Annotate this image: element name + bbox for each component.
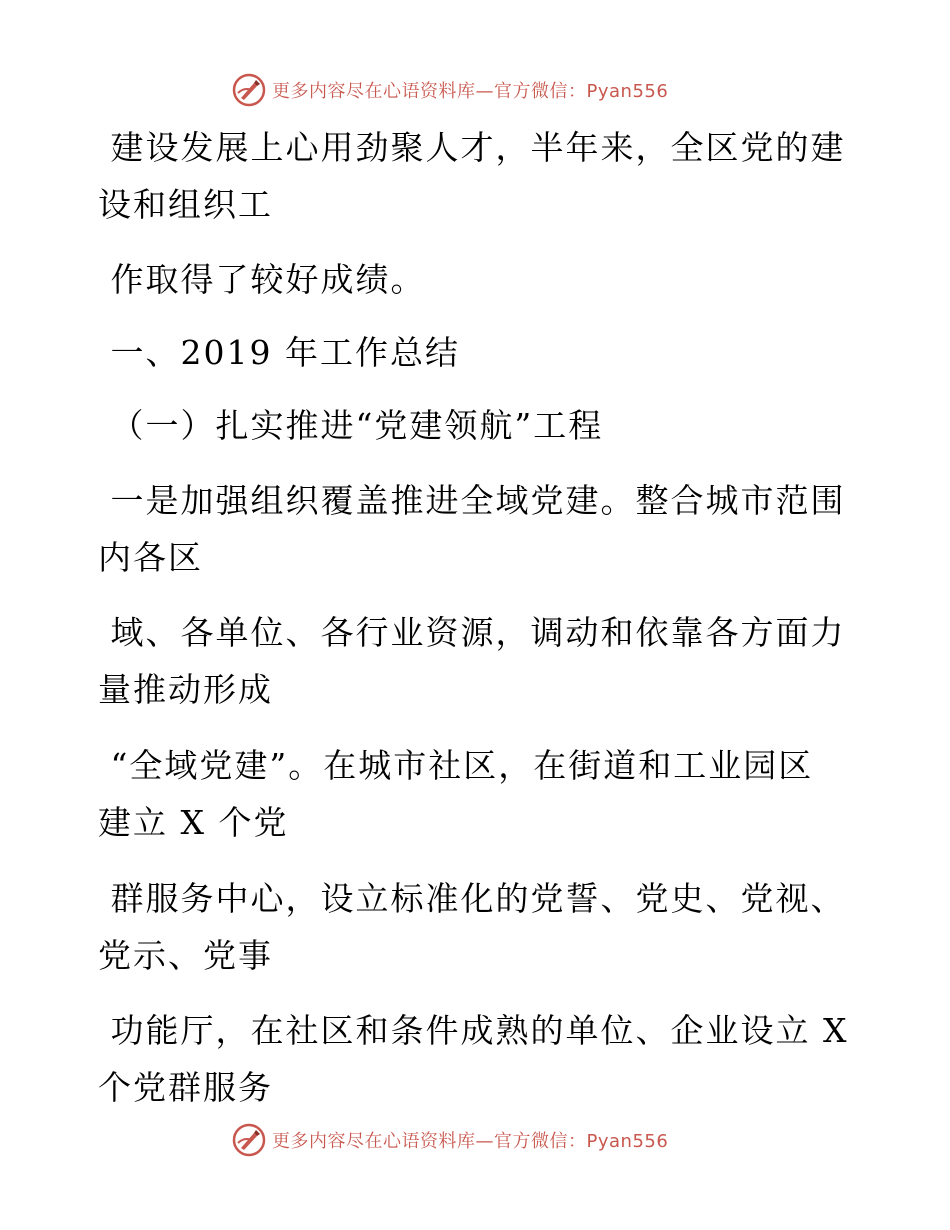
watermark-header [232, 72, 668, 108]
watermark-text: 更多内容尽在心语资料库—官方微信：Pyan556 [272, 81, 669, 102]
text-line: 量推动形成 [98, 670, 273, 709]
text-line: 个党群服务 [98, 1068, 273, 1107]
section-heading: 一、2019 年工作总结 [98, 333, 460, 372]
text-line: 作取得了较好成绩。 [98, 260, 426, 299]
watermark-footer [232, 1122, 668, 1158]
text-line: 内各区 [98, 538, 203, 577]
text-line: 党示、党事 [98, 936, 273, 975]
text-line: 建设发展上心用劲聚人才，半年来，全区党的建 [98, 128, 846, 167]
text-line: 功能厅，在社区和条件成熟的单位、企业设立 X [98, 1011, 849, 1050]
text-line: “全域党建”。在城市社区，在街道和工业园区 [98, 746, 814, 785]
text-line: 群服务中心，设立标准化的党誓、党史、党视、 [98, 879, 846, 918]
watermark-text: 更多内容尽在心语资料库—官方微信：Pyan556 [272, 1131, 669, 1152]
pen-logo-icon [232, 73, 266, 107]
text-line: 域、各单位、各行业资源，调动和依靠各方面力 [98, 613, 846, 652]
text-line: 设和组织工 [98, 185, 273, 224]
pen-logo-icon [232, 1123, 266, 1157]
text-line: 建立 X 个党 [98, 803, 289, 842]
text-line: 一是加强组织覆盖推进全域党建。整合城市范围 [98, 481, 846, 520]
subsection-heading: （一）扎实推进“党建领航”工程 [98, 406, 604, 445]
